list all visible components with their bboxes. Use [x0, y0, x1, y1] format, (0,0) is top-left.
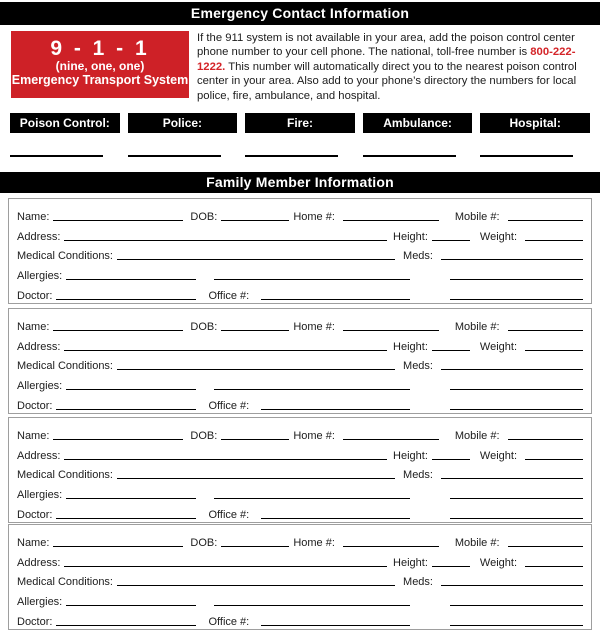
contact-blank-lines-row [10, 155, 590, 157]
height-label: Height: [393, 230, 428, 243]
mobile-phone-label: Mobile #: [454, 536, 500, 549]
contact-label-fire: Fire: [245, 113, 355, 133]
medical-conditions-line [117, 584, 395, 586]
member-row-allergies [17, 589, 583, 609]
home-phone-label: Home #: [293, 320, 335, 333]
doctor-line [56, 298, 196, 300]
meds-line [441, 368, 583, 370]
office-phone-label: Office #: [208, 508, 250, 521]
family-member-card [8, 198, 592, 304]
dob-line [221, 329, 289, 331]
doctor-label: Doctor: [17, 508, 53, 521]
name-label: Name: [17, 429, 50, 442]
member-row-name [17, 314, 583, 334]
name-line [53, 219, 183, 221]
member-row-medical [17, 354, 583, 374]
contact-label-ambulance: Ambulance: [363, 113, 473, 133]
height-line [432, 239, 470, 241]
doctor-line [56, 408, 196, 410]
meds-continued-line-2 [450, 298, 583, 300]
office-phone-label: Office #: [208, 289, 250, 302]
address-label: Address: [17, 340, 61, 353]
doctor-label: Doctor: [17, 615, 53, 628]
allergies-continued-line [214, 497, 410, 499]
meds-label: Meds: [403, 360, 433, 373]
dob-label: DOB: [190, 429, 218, 442]
mobile-phone-label: Mobile #: [454, 320, 500, 333]
mobile-phone-line [508, 545, 583, 547]
doctor-line [56, 624, 196, 626]
contact-label-hospital: Hospital: [480, 113, 590, 133]
member-row-allergies [17, 482, 583, 502]
address-label: Address: [17, 556, 61, 569]
height-label: Height: [393, 340, 428, 353]
911-system-label: Emergency Transport System [11, 73, 189, 87]
medical-conditions-line [117, 368, 395, 370]
meds-label: Meds: [403, 469, 433, 482]
medical-conditions-label: Medical Conditions: [17, 250, 113, 263]
family-member-card [8, 417, 592, 523]
office-phone-line [261, 517, 410, 519]
allergies-continued-line [214, 604, 410, 606]
meds-continued-line-2 [450, 624, 583, 626]
height-line [432, 565, 470, 567]
member-row-medical [17, 244, 583, 264]
name-label: Name: [17, 320, 50, 333]
contact-blank-line-2 [245, 155, 338, 157]
doctor-label: Doctor: [17, 289, 53, 302]
dob-line [221, 545, 289, 547]
dob-label: DOB: [190, 536, 218, 549]
contact-blank-line-0 [10, 155, 103, 157]
medical-conditions-line [117, 258, 395, 260]
doctor-line [56, 517, 196, 519]
office-phone-line [261, 298, 410, 300]
name-label: Name: [17, 536, 50, 549]
meds-continued-line [450, 388, 583, 390]
address-line [64, 458, 387, 460]
dob-line [221, 219, 289, 221]
mobile-phone-label: Mobile #: [454, 210, 500, 223]
member-row-address [17, 334, 583, 354]
contact-label-police: Police: [128, 113, 238, 133]
home-phone-line [343, 545, 439, 547]
medical-conditions-line [117, 477, 395, 479]
meds-line [441, 584, 583, 586]
home-phone-label: Home #: [293, 536, 335, 549]
office-phone-line [261, 624, 410, 626]
allergies-line [66, 497, 196, 499]
allergies-continued-line [214, 388, 410, 390]
poison-control-phone-number: 800-222-1222. [197, 46, 576, 73]
meds-continued-line [450, 497, 583, 499]
member-row-doctor [17, 502, 583, 522]
doctor-label: Doctor: [17, 399, 53, 412]
allergies-label: Allergies: [17, 270, 63, 283]
height-label: Height: [393, 556, 428, 569]
mobile-phone-label: Mobile #: [454, 429, 500, 442]
dob-line [221, 438, 289, 440]
height-line [432, 458, 470, 460]
weight-label: Weight: [479, 340, 517, 353]
meds-continued-line-2 [450, 408, 583, 410]
member-row-allergies [17, 263, 583, 283]
name-line [53, 329, 183, 331]
paragraph-text-after: This number will automatically direct you to the nearest poison control center in your area. Also add to your phone’s directory the numbers for local police, fire, ambulance, and hospital. [197, 60, 577, 102]
family-member-header-bar [0, 172, 600, 193]
address-line [64, 239, 387, 241]
home-phone-label: Home #: [293, 210, 335, 223]
medical-conditions-label: Medical Conditions: [17, 360, 113, 373]
member-row-name [17, 423, 583, 443]
allergies-label: Allergies: [17, 596, 63, 609]
paragraph-text-before: If the 911 system is not available in your area, add the poison control center phone number to your cell phone. The national, toll-free number is [197, 32, 575, 59]
member-row-medical [17, 570, 583, 590]
name-label: Name: [17, 210, 50, 223]
member-row-name [17, 204, 583, 224]
dob-label: DOB: [190, 320, 218, 333]
member-row-medical [17, 463, 583, 483]
emergency-contact-header-bar [0, 2, 600, 25]
name-line [53, 438, 183, 440]
meds-continued-line [450, 278, 583, 280]
weight-label: Weight: [479, 556, 517, 569]
meds-line [441, 258, 583, 260]
height-line [432, 349, 470, 351]
member-row-address [17, 224, 583, 244]
family-member-title: Family Member Information [206, 174, 394, 190]
contact-label-poison-control: Poison Control: [10, 113, 120, 133]
weight-line [525, 565, 583, 567]
contact-blank-line-4 [480, 155, 573, 157]
member-row-address [17, 550, 583, 570]
member-row-allergies [17, 373, 583, 393]
member-row-doctor [17, 283, 583, 303]
family-member-card [8, 308, 592, 414]
weight-line [525, 458, 583, 460]
member-row-name [17, 530, 583, 550]
allergies-label: Allergies: [17, 380, 63, 393]
member-row-address [17, 443, 583, 463]
address-line [64, 349, 387, 351]
home-phone-label: Home #: [293, 429, 335, 442]
mobile-phone-line [508, 438, 583, 440]
address-line [64, 565, 387, 567]
meds-continued-line-2 [450, 517, 583, 519]
home-phone-line [343, 329, 439, 331]
name-line [53, 545, 183, 547]
height-label: Height: [393, 449, 428, 462]
allergies-continued-line [214, 278, 410, 280]
911-badge [11, 31, 189, 98]
contact-labels-row [10, 113, 590, 133]
weight-label: Weight: [479, 230, 517, 243]
allergies-label: Allergies: [17, 489, 63, 502]
allergies-line [66, 604, 196, 606]
home-phone-line [343, 219, 439, 221]
family-member-card [8, 524, 592, 630]
contact-blank-line-1 [128, 155, 221, 157]
weight-label: Weight: [479, 449, 517, 462]
meds-continued-line [450, 604, 583, 606]
office-phone-line [261, 408, 410, 410]
911-number: 9 - 1 - 1 [50, 37, 150, 60]
home-phone-line [343, 438, 439, 440]
weight-line [525, 239, 583, 241]
poison-control-paragraph [197, 31, 585, 103]
allergies-line [66, 388, 196, 390]
911-words: (nine, one, one) [55, 59, 145, 73]
meds-line [441, 477, 583, 479]
dob-label: DOB: [190, 210, 218, 223]
address-label: Address: [17, 449, 61, 462]
allergies-line [66, 278, 196, 280]
medical-conditions-label: Medical Conditions: [17, 469, 113, 482]
meds-label: Meds: [403, 576, 433, 589]
meds-label: Meds: [403, 250, 433, 263]
weight-line [525, 349, 583, 351]
member-row-doctor [17, 609, 583, 629]
mobile-phone-line [508, 329, 583, 331]
address-label: Address: [17, 230, 61, 243]
member-row-doctor [17, 393, 583, 413]
emergency-contact-title: Emergency Contact Information [190, 5, 410, 21]
office-phone-label: Office #: [208, 399, 250, 412]
office-phone-label: Office #: [208, 615, 250, 628]
mobile-phone-line [508, 219, 583, 221]
contact-blank-line-3 [363, 155, 456, 157]
medical-conditions-label: Medical Conditions: [17, 576, 113, 589]
